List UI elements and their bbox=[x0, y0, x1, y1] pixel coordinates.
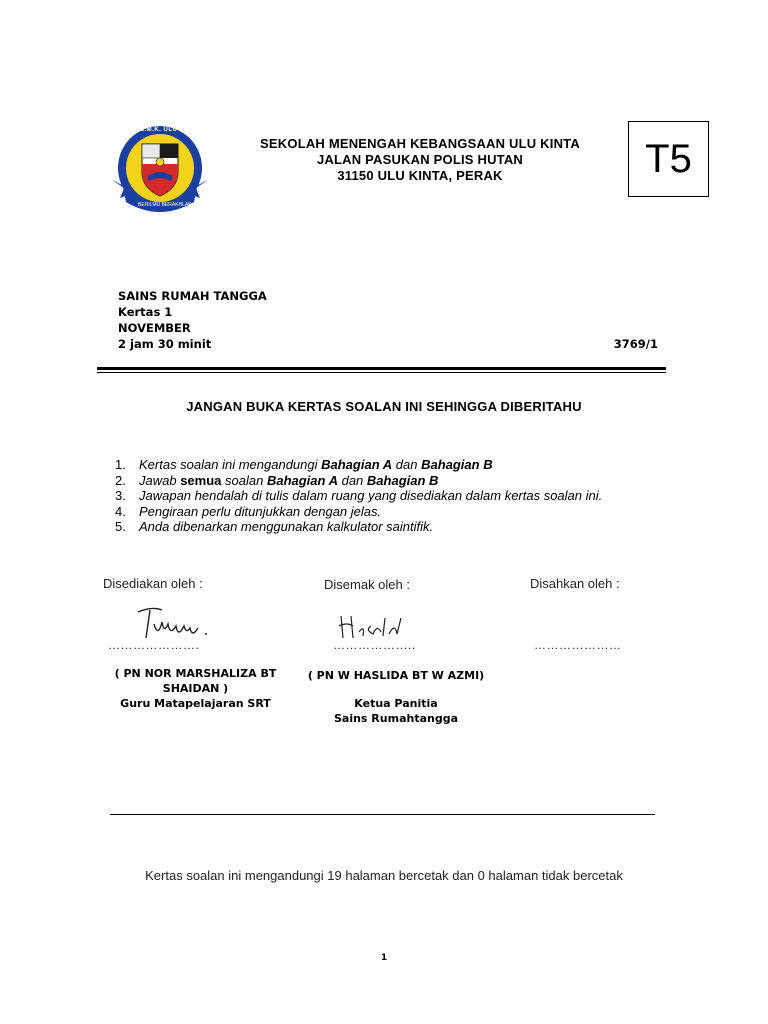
exam-month: NOVEMBER bbox=[118, 321, 191, 335]
school-name: SEKOLAH MENENGAH KEBANGSAAN ULU KINTA bbox=[260, 136, 580, 151]
approved-dots: ………………… bbox=[534, 638, 622, 652]
school-address-line2: 31150 ULU KINTA, PERAK bbox=[337, 168, 503, 183]
school-header bbox=[230, 136, 610, 184]
exam-details bbox=[118, 288, 658, 352]
page-number: 1 bbox=[380, 953, 388, 963]
prepared-by-label: Disediakan oleh : bbox=[103, 576, 203, 591]
header-divider-thin bbox=[97, 372, 666, 373]
exam-duration-row bbox=[118, 336, 658, 352]
prepared-name: ( PN NOR MARSHALIZA BT SHAIDAN ) Guru Matapelajaran SRT bbox=[114, 667, 277, 710]
page-count-note: Kertas soalan ini mengandungi 19 halaman bercetak dan 0 halaman tidak bercetak bbox=[145, 868, 623, 883]
header-divider-thick bbox=[97, 367, 666, 370]
instruction-item: 3. Jawapan hendalah di tulis dalam ruang yang disediakan dalam kertas soalan ini. bbox=[115, 488, 603, 503]
checked-dots: ……………….. bbox=[333, 638, 416, 652]
exam-warning: JANGAN BUKA KERTAS SOALAN INI SEHINGGA DIBERITAHU bbox=[186, 399, 582, 414]
form-code: T5 bbox=[645, 136, 692, 181]
school-address-line1: JALAN PASUKAN POLIS HUTAN bbox=[316, 152, 524, 167]
prepared-dots: …………………. bbox=[108, 638, 200, 652]
instruction-item: 5. Anda dibenarkan menggunakan kalkulator saintifik. bbox=[115, 519, 434, 534]
exam-paper: Kertas 1 bbox=[118, 305, 173, 319]
footer-divider bbox=[110, 814, 655, 815]
instruction-item: 2. Jawab semua soalan Bahagian A dan Bahagian B bbox=[115, 472, 439, 488]
exam-subject: SAINS RUMAH TANGGA bbox=[118, 289, 267, 303]
logo-motto: BERILMU BERAKHLAK bbox=[138, 202, 192, 208]
approved-by-label: Disahkan oleh : bbox=[530, 576, 620, 591]
instructions-list bbox=[115, 457, 715, 535]
instruction-item: 1. Kertas soalan ini mengandungi Bahagian A dan Bahagian B bbox=[115, 457, 493, 472]
instruction-item: 4. Pengiraan perlu ditunjukkan dengan jelas. bbox=[115, 503, 382, 519]
school-logo bbox=[108, 122, 212, 218]
logo-top-text: S.M.K. ULU KINTA bbox=[140, 127, 200, 133]
checked-name: ( PN W HASLIDA BT W AZMI) bbox=[307, 669, 485, 682]
checked-role: Ketua Panitia Sains Rumahtangga bbox=[333, 697, 459, 725]
exam-code: 3769/1 bbox=[613, 337, 658, 351]
checked-by-label: Disemak oleh : bbox=[324, 577, 410, 592]
exam-duration: 2 jam 30 minit bbox=[118, 337, 212, 351]
form-code-box bbox=[628, 121, 709, 197]
